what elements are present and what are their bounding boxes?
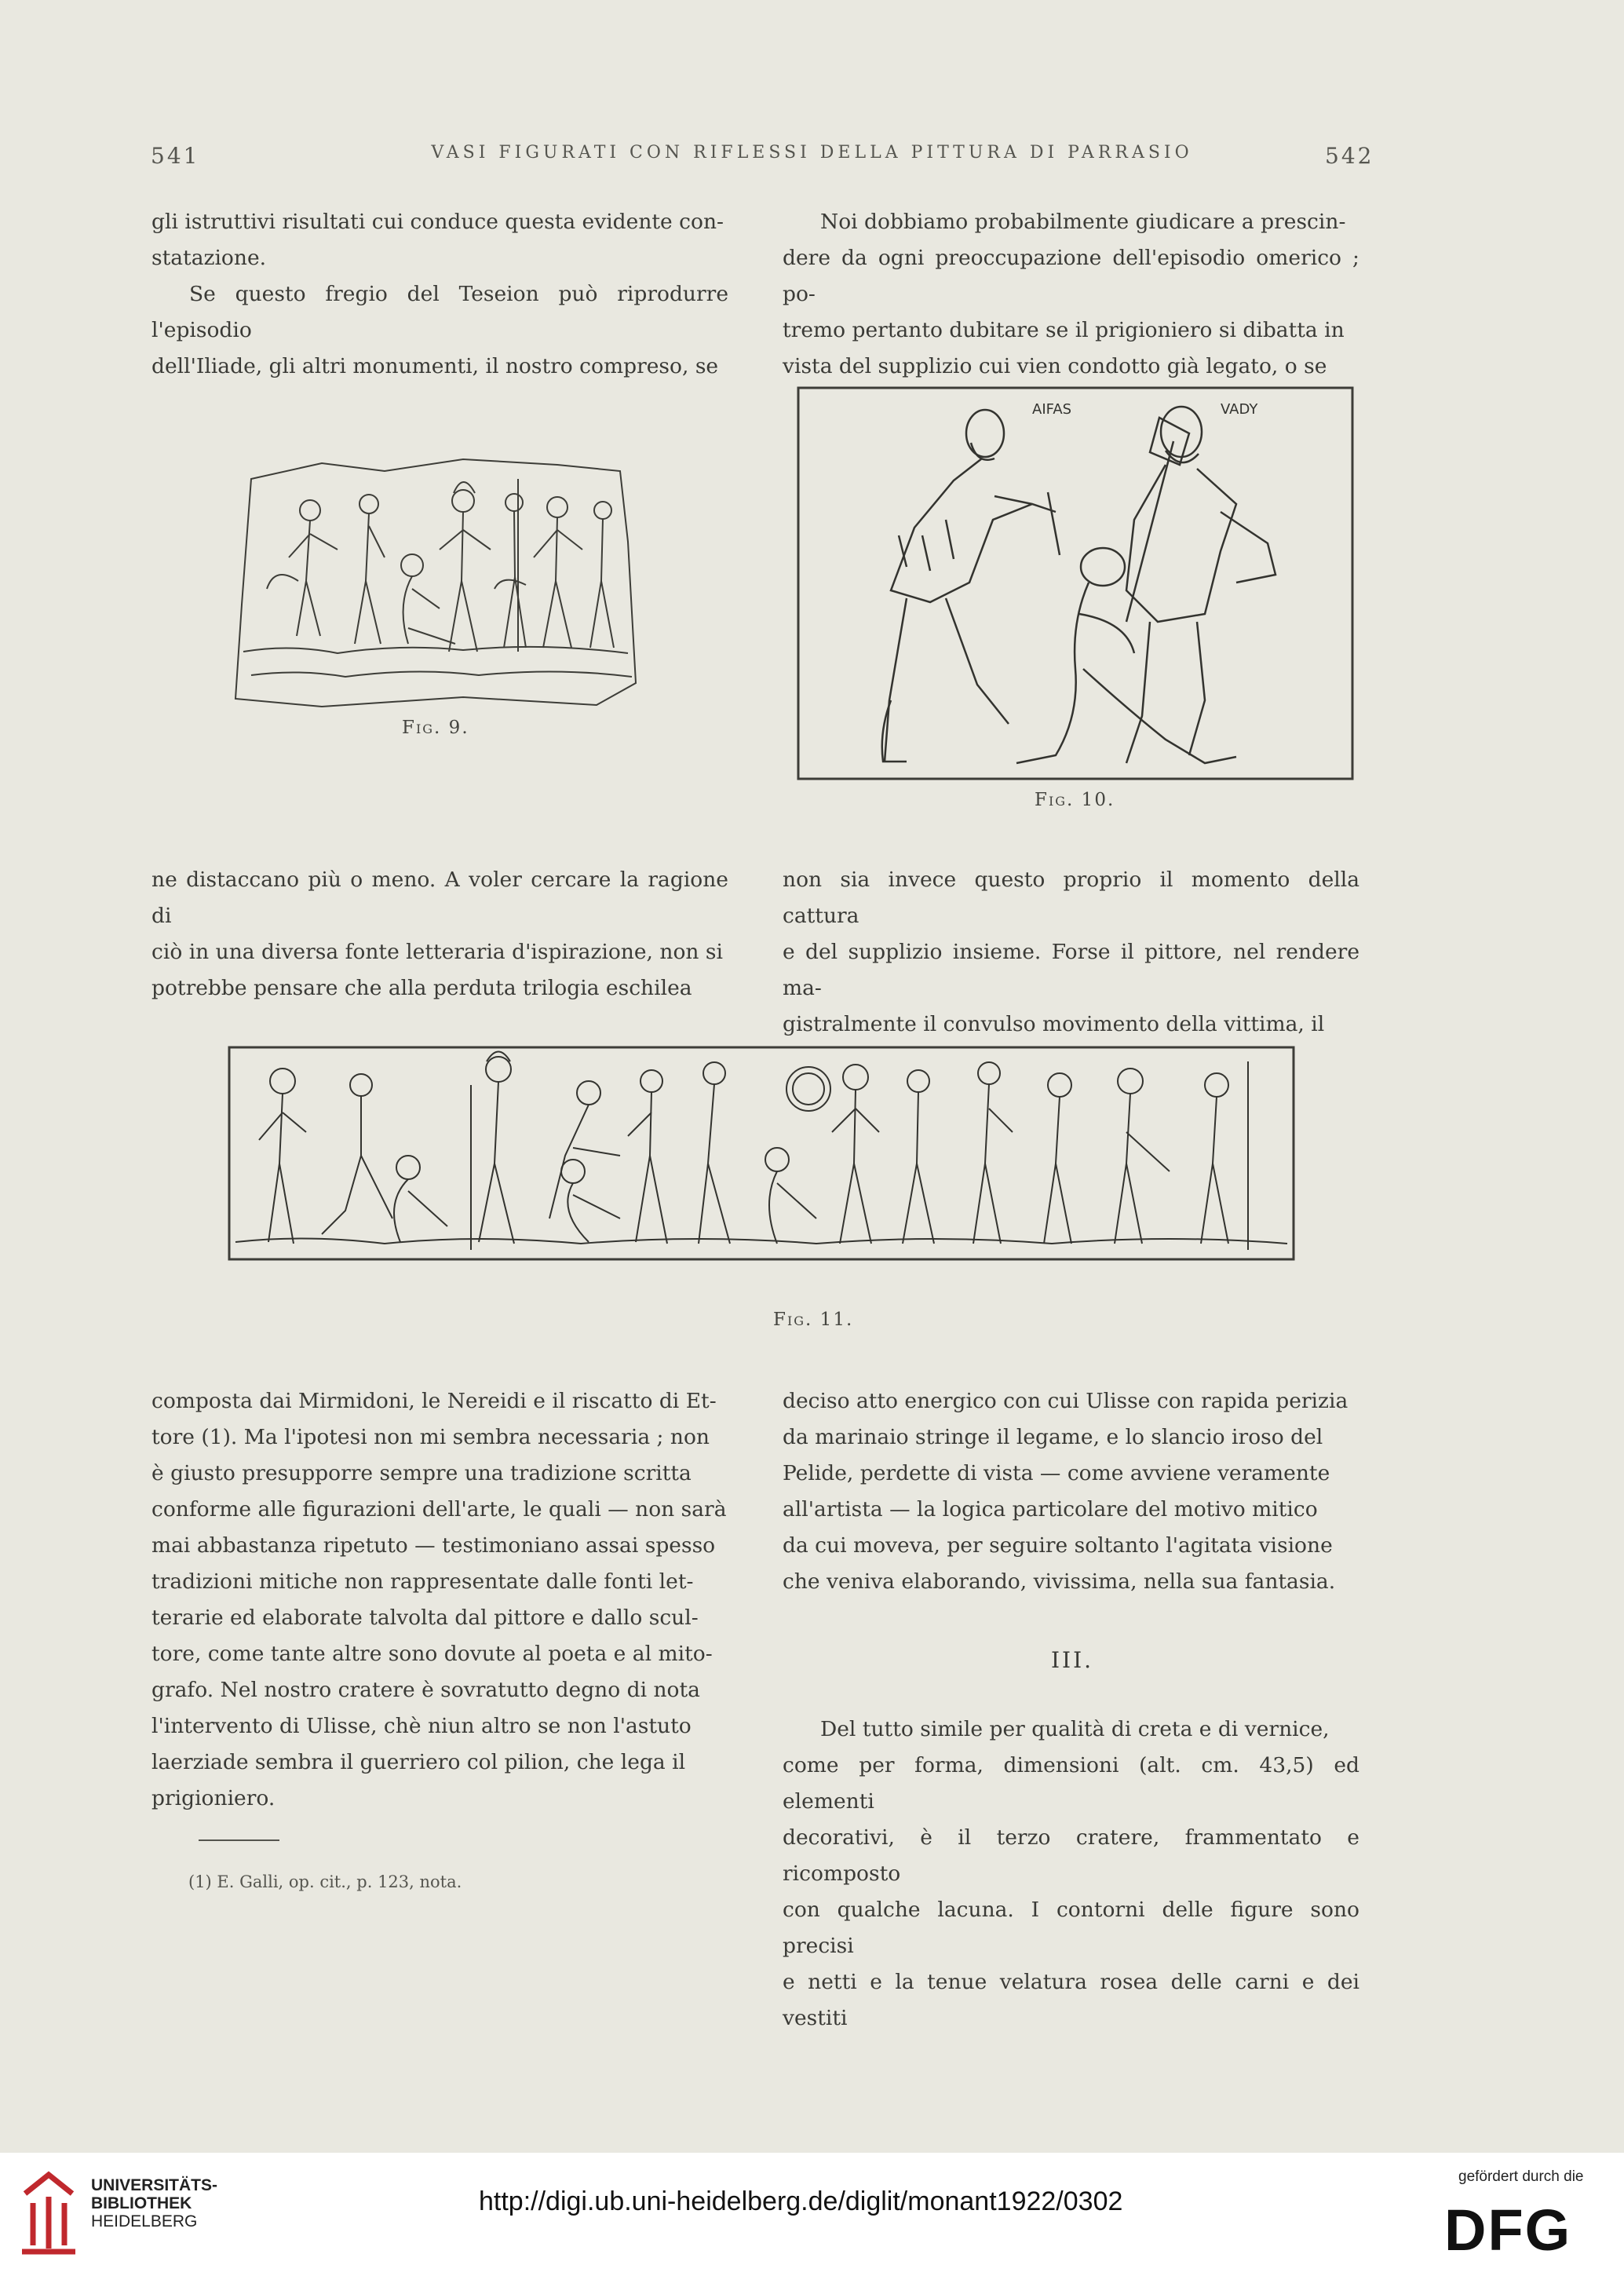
- text-line: mai abbastanza ripetuto — testimoniano assai spesso: [151, 1533, 716, 1558]
- footnote-rule: [199, 1839, 279, 1841]
- figure-11-caption: Fig. 11.: [773, 1310, 854, 1330]
- text-line: Noi dobbiamo probabilmente giudicare a prescin-: [820, 210, 1346, 234]
- right-column-bottom: [783, 1383, 1359, 1600]
- text-line: da cui moveva, per seguire soltanto l'agitata visione: [783, 1533, 1333, 1558]
- figure-10-caption: Fig. 10.: [1035, 790, 1115, 810]
- text-line: l'intervento di Ulisse, chè niun altro se non l'astuto: [151, 1714, 692, 1738]
- text-line: tore, come tante altre sono dovute al poeta e al mito-: [151, 1642, 713, 1666]
- library-name-line: UNIVERSITÄTS-: [91, 2176, 218, 2194]
- text-line: Pelide, perdette di vista — come avviene veramente: [783, 1461, 1330, 1485]
- inscription-left: AIFAS: [1032, 401, 1072, 418]
- page-number-left: 541: [151, 143, 200, 169]
- text-line: decorativi, è il terzo cratere, frammentato e ricomposto: [783, 1825, 1359, 1886]
- text-line: statazione.: [151, 246, 267, 270]
- text-line: grafo. Nel nostro cratere è sovratutto degno di nota: [151, 1678, 700, 1702]
- text-line: ciò in una diversa fonte letteraria d'ispirazione, non si: [151, 940, 723, 964]
- digitization-footer: [0, 2153, 1624, 2276]
- text-line: e netti e la tenue velatura rosea delle carni e dei vestiti: [783, 1970, 1359, 2030]
- text-line: con qualche lacuna. I contorni delle figure sono precisi: [783, 1898, 1359, 1958]
- footnote: (1) E. Galli, op. cit., p. 123, nota.: [188, 1872, 462, 1891]
- text-line: all'artista — la logica particolare del motivo mitico: [783, 1497, 1318, 1522]
- figure-11-frieze-drawing: [228, 1038, 1295, 1264]
- text-line: gistralmente il convulso movimento della vittima, il: [783, 1012, 1325, 1036]
- text-line: e del supplizio insieme. Forse il pittore, nel rendere ma-: [783, 940, 1359, 1000]
- library-name-line: HEIDELBERG: [91, 2212, 198, 2230]
- text-line: dell'Iliade, gli altri monumenti, il nostro compreso, se: [151, 354, 719, 378]
- figure-10-vase-painting: [797, 386, 1354, 780]
- text-line: potrebbe pensare che alla perduta trilogia eschilea: [151, 976, 692, 1000]
- text-line: da marinaio stringe il legame, e lo slancio iroso del: [783, 1425, 1323, 1449]
- right-column-middle: [783, 862, 1359, 1043]
- left-column-bottom: [151, 1383, 728, 1817]
- text-line: deciso atto energico con cui Ulisse con rapida perizia: [783, 1389, 1348, 1413]
- text-line: composta dai Mirmidoni, le Nereidi e il riscatto di Et-: [151, 1389, 717, 1413]
- text-line: laerziade sembra il guerriero col pilion, che lega il: [151, 1750, 686, 1774]
- figure-9-caption: Fig. 9.: [402, 718, 469, 738]
- text-line: ne distaccano più o meno. A voler cercare la ragione di: [151, 868, 728, 928]
- left-column-top: [151, 204, 728, 385]
- page-number-right: 542: [1325, 143, 1374, 169]
- funding-label: gefördert durch die: [1458, 2168, 1584, 2185]
- text-line: vista del supplizio cui vien condotto già legato, o se: [783, 354, 1327, 378]
- section-number: III.: [1051, 1647, 1094, 1673]
- text-line: non sia invece questo proprio il momento della cattura: [783, 868, 1359, 928]
- left-column-middle: [151, 862, 728, 1006]
- running-title: VASI FIGURATI CON RIFLESSI DELLA PITTURA DI PARRASIO: [431, 143, 1193, 163]
- text-line: prigioniero.: [151, 1786, 276, 1810]
- text-line: dere da ogni preoccupazione dell'episodio omerico ; po-: [783, 246, 1359, 306]
- text-line: terarie ed elaborate talvolta dal pittore e dallo scul-: [151, 1606, 699, 1630]
- dfg-logo[interactable]: DFG: [1444, 2197, 1572, 2263]
- text-line: Del tutto simile per qualità di creta e di vernice,: [820, 1717, 1330, 1741]
- text-line: tremo pertanto dubitare se il prigioniero si dibatta in: [783, 318, 1345, 342]
- right-column-final: [783, 1712, 1359, 2037]
- text-line: tore (1). Ma l'ipotesi non mi sembra necessaria ; non: [151, 1425, 710, 1449]
- library-name-line: BIBLIOTHEK: [91, 2194, 192, 2212]
- figure-9-relief-drawing: [228, 448, 667, 714]
- inscription-right: VADY: [1221, 401, 1258, 418]
- text-line: gli istruttivi risultati cui conduce questa evidente con-: [151, 210, 724, 234]
- text-line: come per forma, dimensioni (alt. cm. 43,5) ed elementi: [783, 1753, 1359, 1814]
- text-line: che veniva elaborando, vivissima, nella sua fantasia.: [783, 1569, 1336, 1594]
- text-line: è giusto presupporre sempre una tradizione scritta: [151, 1461, 692, 1485]
- right-column-top: [783, 204, 1359, 385]
- permalink-url[interactable]: http://digi.ub.uni-heidelberg.de/diglit/monant1922/0302: [479, 2186, 1123, 2216]
- text-line: Se questo fregio del Teseion può riprodurre l'episodio: [151, 282, 728, 342]
- university-library-logo[interactable]: [17, 2170, 82, 2256]
- text-line: tradizioni mitiche non rappresentate dalle fonti let-: [151, 1569, 694, 1594]
- library-name: [91, 2176, 217, 2230]
- text-line: conforme alle figurazioni dell'arte, le quali — non sarà: [151, 1497, 727, 1522]
